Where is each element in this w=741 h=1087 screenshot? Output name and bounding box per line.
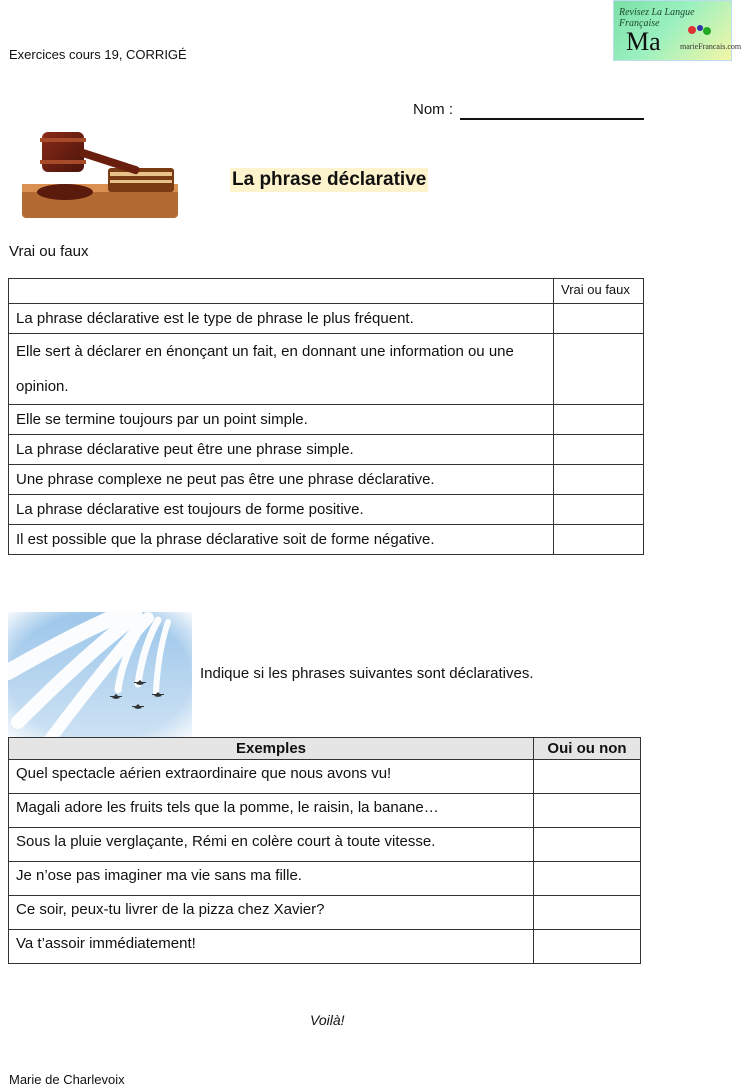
declarative-table xyxy=(8,737,641,964)
table-row xyxy=(9,435,644,465)
airplanes-icon xyxy=(8,612,192,742)
closing-text: Voilà! xyxy=(310,1012,345,1028)
answer-cell[interactable] xyxy=(554,405,644,435)
table-row xyxy=(9,862,641,896)
statement-cell: La phrase déclarative peut être une phrase simple. xyxy=(9,435,554,465)
example-cell: Sous la pluie verglaçante, Rémi en colère court à toute vitesse. xyxy=(9,828,534,862)
answer-cell[interactable] xyxy=(534,930,641,964)
logo-mark: Ma xyxy=(626,27,661,56)
answer-cell[interactable] xyxy=(534,760,641,794)
table-row xyxy=(9,760,641,794)
exercise-instruction: Indique si les phrases suivantes sont déclaratives. xyxy=(200,665,534,682)
example-cell: Je n’ose pas imaginer ma vie sans ma fille. xyxy=(9,862,534,896)
example-cell: Magali adore les fruits tels que la pomme, le raisin, la banane… xyxy=(9,794,534,828)
table-row xyxy=(9,828,641,862)
answer-cell[interactable] xyxy=(534,896,641,930)
header-examples: Exemples xyxy=(9,738,534,760)
answer-cell[interactable] xyxy=(534,828,641,862)
course-label: Exercices cours 19, CORRIGÉ xyxy=(9,47,187,62)
answer-cell[interactable] xyxy=(554,435,644,465)
nom-field-line[interactable] xyxy=(460,118,644,120)
answer-cell[interactable] xyxy=(554,465,644,495)
site-logo xyxy=(613,0,741,61)
true-false-table xyxy=(8,278,644,555)
table-row xyxy=(9,896,641,930)
statement-cell: La phrase déclarative est le type de phrase le plus fréquent. xyxy=(9,304,554,334)
answer-cell[interactable] xyxy=(554,334,644,405)
answer-cell[interactable] xyxy=(534,862,641,896)
header-empty-cell xyxy=(9,279,554,304)
header-true-false: Vrai ou faux xyxy=(554,279,644,304)
answer-cell[interactable] xyxy=(554,304,644,334)
statement-cell: Il est possible que la phrase déclarative soit de forme négative. xyxy=(9,525,554,555)
header-yes-no: Oui ou non xyxy=(534,738,641,760)
statement-cell: Elle se termine toujours par un point simple. xyxy=(9,405,554,435)
example-cell: Va t’assoir immédiatement! xyxy=(9,930,534,964)
table-row xyxy=(9,304,644,334)
example-cell: Quel spectacle aérien extraordinaire que nous avons vu! xyxy=(9,760,534,794)
page-title: La phrase déclarative xyxy=(232,169,427,190)
table-row xyxy=(9,405,644,435)
table-header-row xyxy=(9,738,641,760)
gavel-icon xyxy=(20,100,180,250)
logo-url: marieFrancais.com xyxy=(680,42,741,51)
footer-author: Marie de Charlevoix xyxy=(9,1072,125,1087)
table-row xyxy=(9,930,641,964)
example-cell: Ce soir, peux-tu livrer de la pizza chez Xavier? xyxy=(9,896,534,930)
table-row xyxy=(9,465,644,495)
logo-tagline: Revisez La Langue Française xyxy=(619,7,695,29)
table-row xyxy=(9,334,644,405)
table-row xyxy=(9,794,641,828)
logo-decoration-icon xyxy=(686,23,714,37)
answer-cell[interactable] xyxy=(534,794,641,828)
statement-cell: La phrase déclarative est toujours de forme positive. xyxy=(9,495,554,525)
section-true-false-label: Vrai ou faux xyxy=(9,243,89,260)
table-header-row xyxy=(9,279,644,304)
statement-cell: Une phrase complexe ne peut pas être une phrase déclarative. xyxy=(9,465,554,495)
nom-label: Nom : xyxy=(413,101,454,118)
answer-cell[interactable] xyxy=(554,495,644,525)
table-row xyxy=(9,525,644,555)
answer-cell[interactable] xyxy=(554,525,644,555)
statement-cell: Elle sert à déclarer en énonçant un fait, en donnant une information ou une opinion. xyxy=(9,334,554,405)
table-row xyxy=(9,495,644,525)
